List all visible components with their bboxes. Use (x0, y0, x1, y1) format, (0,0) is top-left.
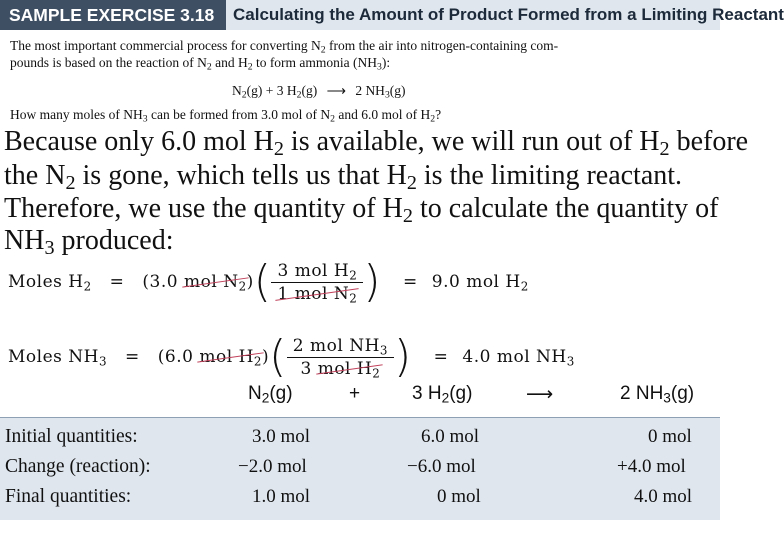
exercise-badge: SAMPLE EXERCISE 3.18 (0, 0, 226, 30)
table-header-arrow: ⟶ (526, 383, 554, 405)
explanation-line-1: Because only 6.0 mol $H_2$ is available, we will run out of $H_2$ before (4, 126, 749, 161)
table-header-h2: 3 $H_2(g)$ (412, 383, 473, 406)
calc2-result: 4.0 mol $NH_3$ (462, 347, 575, 369)
calc-moles-nh3: Moles $NH_3$ = (6.0 mol $H_2$) ( $\frac{2 mol NH_3}{3 mol H_2}$ ) = 4.0 mol $NH_3$ (8, 331, 575, 382)
table-header-plus: + (349, 383, 361, 404)
explanation-line-4: $NH_3$ produced: (4, 225, 174, 260)
intro-line-2: pounds is based on the reaction of $N_2$ and $H_2$ to form ammonia $(NH_3)$: (10, 55, 391, 73)
explanation-line-2: the $N_2$ is gone, which tells us that $H_2$ is the limiting reactant. (4, 160, 683, 195)
table-divider (0, 417, 720, 418)
reaction-equation: $N_2(g) + 3$ $H_2(g)$ ⟶ 2 $NH_3(g)$ (232, 83, 406, 101)
table-header-row (0, 383, 720, 411)
calc1-given: (3.0 mol $N_2$) (142, 272, 254, 294)
reaction-arrow: ⟶ (326, 83, 346, 98)
calc2-given: (6.0 mol $H_2$) (157, 347, 270, 369)
exercise-title: Calculating the Amount of Product Formed from a Limiting Reactant (233, 5, 784, 24)
table-header-n2: $N_2(g)$ (248, 383, 293, 406)
question-text: How many moles of $NH_3$ can be formed from 3.0 mol of $N_2$ and 6.0 mol of $H_2$? (10, 107, 442, 125)
calc1-fraction: $\frac{3 mol H_2}{1 mol N_2}$ (271, 261, 363, 304)
calc2-label: Moles $NH_3$ (8, 347, 108, 369)
table-header-nh3: 2 $NH_3(g)$ (620, 383, 695, 406)
explanation-line-3: Therefore, we use the quantity of $H_2$ to calculate the quantity of (4, 193, 719, 228)
intro-line-1: The most important commercial process for converting $N_2$ from the air into nitrogen-containing com- (10, 38, 559, 56)
calc1-label: Moles $H_2$ (8, 272, 92, 294)
calc2-fraction: $\frac{2 mol NH_3}{3 mol H_2}$ (287, 336, 394, 379)
calc-moles-h2: Moles $H_2$ = (3.0 mol $N_2$) ( $\frac{3 mol H_2}{1 mol N_2}$ ) = 9.0 mol $H_2$ (8, 256, 529, 307)
calc1-result: 9.0 mol $H_2$ (431, 272, 529, 294)
